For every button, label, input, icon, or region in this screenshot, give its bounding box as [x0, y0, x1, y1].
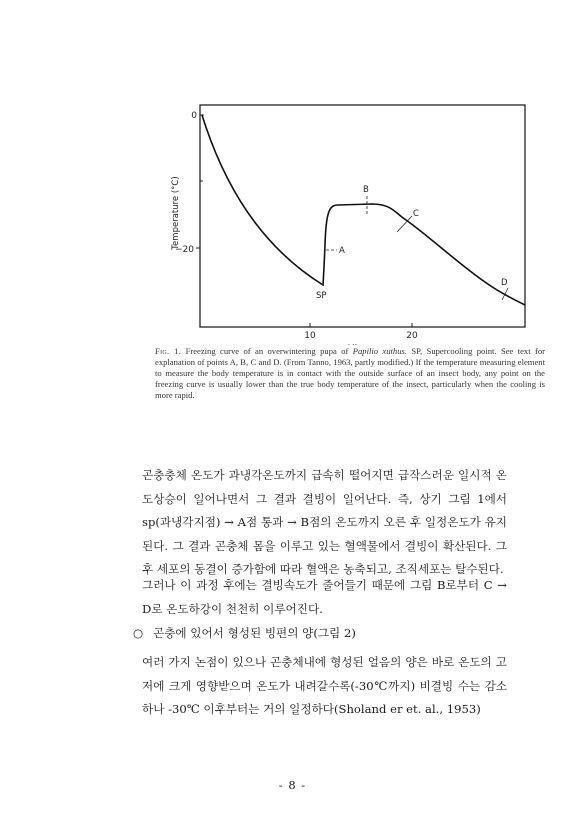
- page-number: - 8 -: [278, 778, 307, 792]
- body-paragraph-1: 곤충충체 온도가 과냉각온도까지 급속히 떨어지면 급작스러운 일시적 온도상승이 일어나면서 그 결과 결빙이 일어난다. 즉, 상기 그림 1에서 sp(과냉각지점) → A점 통과 → B점의 온도까지 오른 후 일정온도가 유지된다. 그 결과 곤충체 몸을 이루고 있는 혈액물에서 결빙이 확산된다. 그 후 세포의 동결이 증가함에 따라 혈액은 농축되고, 조직세포는 탈수된다.: [142, 468, 507, 577]
- x-tick-label-20: 20: [406, 331, 418, 341]
- y-tick-label-0: 0: [191, 111, 197, 121]
- freezing-curve: [202, 115, 525, 305]
- caption-text-part2: SP, Supercooling point. See text for explanation of points A, B, C and D. (From Tanno, 1963, partly modified.) If the temperature measuring element to measure the body temperature is in contact with the outside surface of an insect body, any point on the freezing curve is usually lower than the true body temperature of the insect, particularly when the cooling is more rapid.: [155, 346, 546, 400]
- body-paragraph-2: 그러나 이 과정 후에는 결빙속도가 줄어들기 때문에 그림 B로부터 C → D로 온도하강이 천천히 이루어진다.: [142, 578, 507, 616]
- point-d-label: D: [501, 278, 508, 288]
- point-b-label: B: [363, 185, 369, 195]
- bullet-text: 곤충에 있어서 형성된 빙편의 양(그림 2): [153, 626, 356, 640]
- bullet-symbol: ○: [133, 626, 144, 640]
- point-c-label: C: [413, 209, 419, 219]
- plot-frame: [200, 105, 525, 327]
- caption-figure-label: Fig. 1.: [155, 346, 182, 356]
- point-a-label: A: [339, 246, 345, 256]
- caption-text-part1: Freezing curve of an overwintering pupa of: [185, 346, 349, 356]
- body-paragraph-3: 여러 가지 논점이 있으나 곤충체내에 형성된 얼음의 양은 바로 온도의 고저에 크게 영향받으며 온도가 내려갈수록(-30℃까지) 비결빙 수는 감소하나 -30℃ 이후부터는 거의 일정하다(Sholand er et. al., 1953): [142, 655, 507, 717]
- section-bullet: [133, 622, 513, 645]
- x-axis-label: [347, 344, 362, 345]
- freezing-curve-figure: [160, 95, 530, 345]
- caption-species: Papilio xuthus.: [352, 346, 408, 356]
- figure-caption: [155, 346, 545, 401]
- point-sp-label: SP: [316, 291, 327, 301]
- x-tick-label-10: 10: [304, 331, 316, 341]
- y-tick-label-minus20: −20: [175, 245, 194, 255]
- y-axis-label: Temperature (°C): [171, 176, 181, 250]
